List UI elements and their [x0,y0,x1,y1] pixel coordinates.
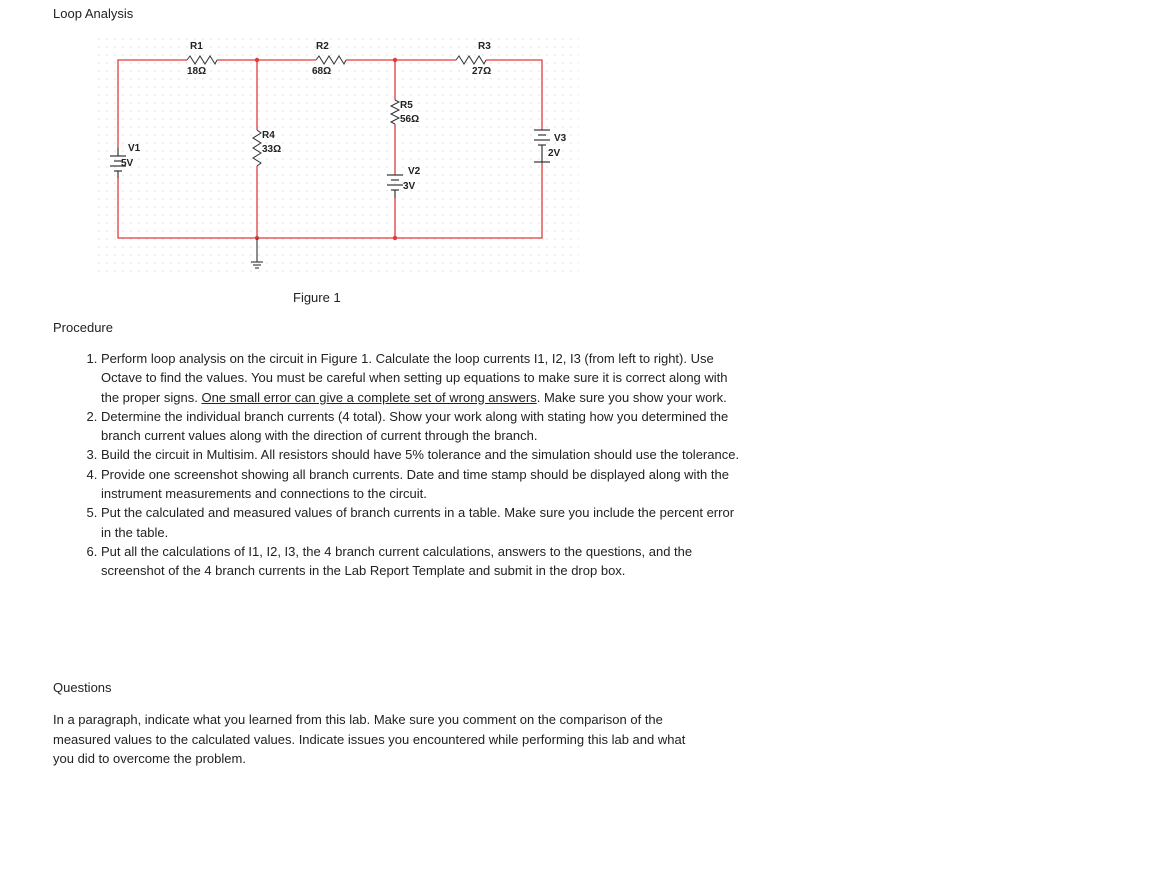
step-1-text: Perform loop analysis on the circuit in Figure 1. Calculate the loop currents I1, I2, I3 (from left to right). Use Octave to find the values. You must be careful when setting up equations to make sure it is correct along with the proper signs. [101,351,728,405]
questions-heading: Questions [53,680,112,695]
list-item: 2. Determine the individual branch currents (4 total). Show your work along with stating how you determined the branch current values along with the direction of current through the branch. [101,407,741,446]
list-item [101,349,741,407]
r3-value: 27Ω [472,66,492,77]
list-item: 5. Put the calculated and measured values of branch currents in a table. Make sure you include the percent error in the table. [101,503,741,542]
procedure-heading: Procedure [53,320,113,335]
r2-label: R2 [316,41,329,52]
questions-paragraph: In a paragraph, indicate what you learned from this lab. Make sure you comment on the comparison of the measured values to the calculated values. Indicate issues you encountered while performing this lab and what you did to overcome the problem. [53,712,686,766]
v3-value: 2V [548,148,561,159]
r4-value: 33Ω [262,144,282,155]
r5-label: R5 [400,100,413,111]
r1-label: R1 [190,41,203,52]
step-1-tail: . Make sure you show your work. [536,389,727,405]
list-item: 6. Put all the calculations of I1, I2, I3, the 4 branch current calculations, answers to the questions, and the screenshot of the 4 branch currents in the Lab Report Template and submit in the drop box. [101,542,741,581]
r2-value: 68Ω [312,66,332,77]
procedure-list [53,349,741,581]
v1-value: 5V [121,158,134,169]
v3-label: V3 [554,133,567,144]
step-1-underlined: One small error can give a complete set of wrong answers [201,389,537,405]
r4-label: R4 [262,130,275,141]
r5-value: 56Ω [400,114,420,125]
v2-label: V2 [408,166,421,177]
list-item: 3. Build the circuit in Multisim. All resistors should have 5% tolerance and the simulation should use the tolerance. [101,445,741,464]
figure-caption: Figure 1 [293,290,341,305]
circuit-figure [90,30,590,280]
r3-label: R3 [478,41,491,52]
grid-background [94,36,579,272]
v1-label: V1 [128,143,141,154]
list-item: 4. Provide one screenshot showing all branch currents. Date and time stamp should be displayed along with the instrument measurements and connections to the circuit. [101,465,741,504]
page-title: Loop Analysis [53,6,134,21]
r1-value: 18Ω [187,66,207,77]
v2-value: 3V [403,181,416,192]
